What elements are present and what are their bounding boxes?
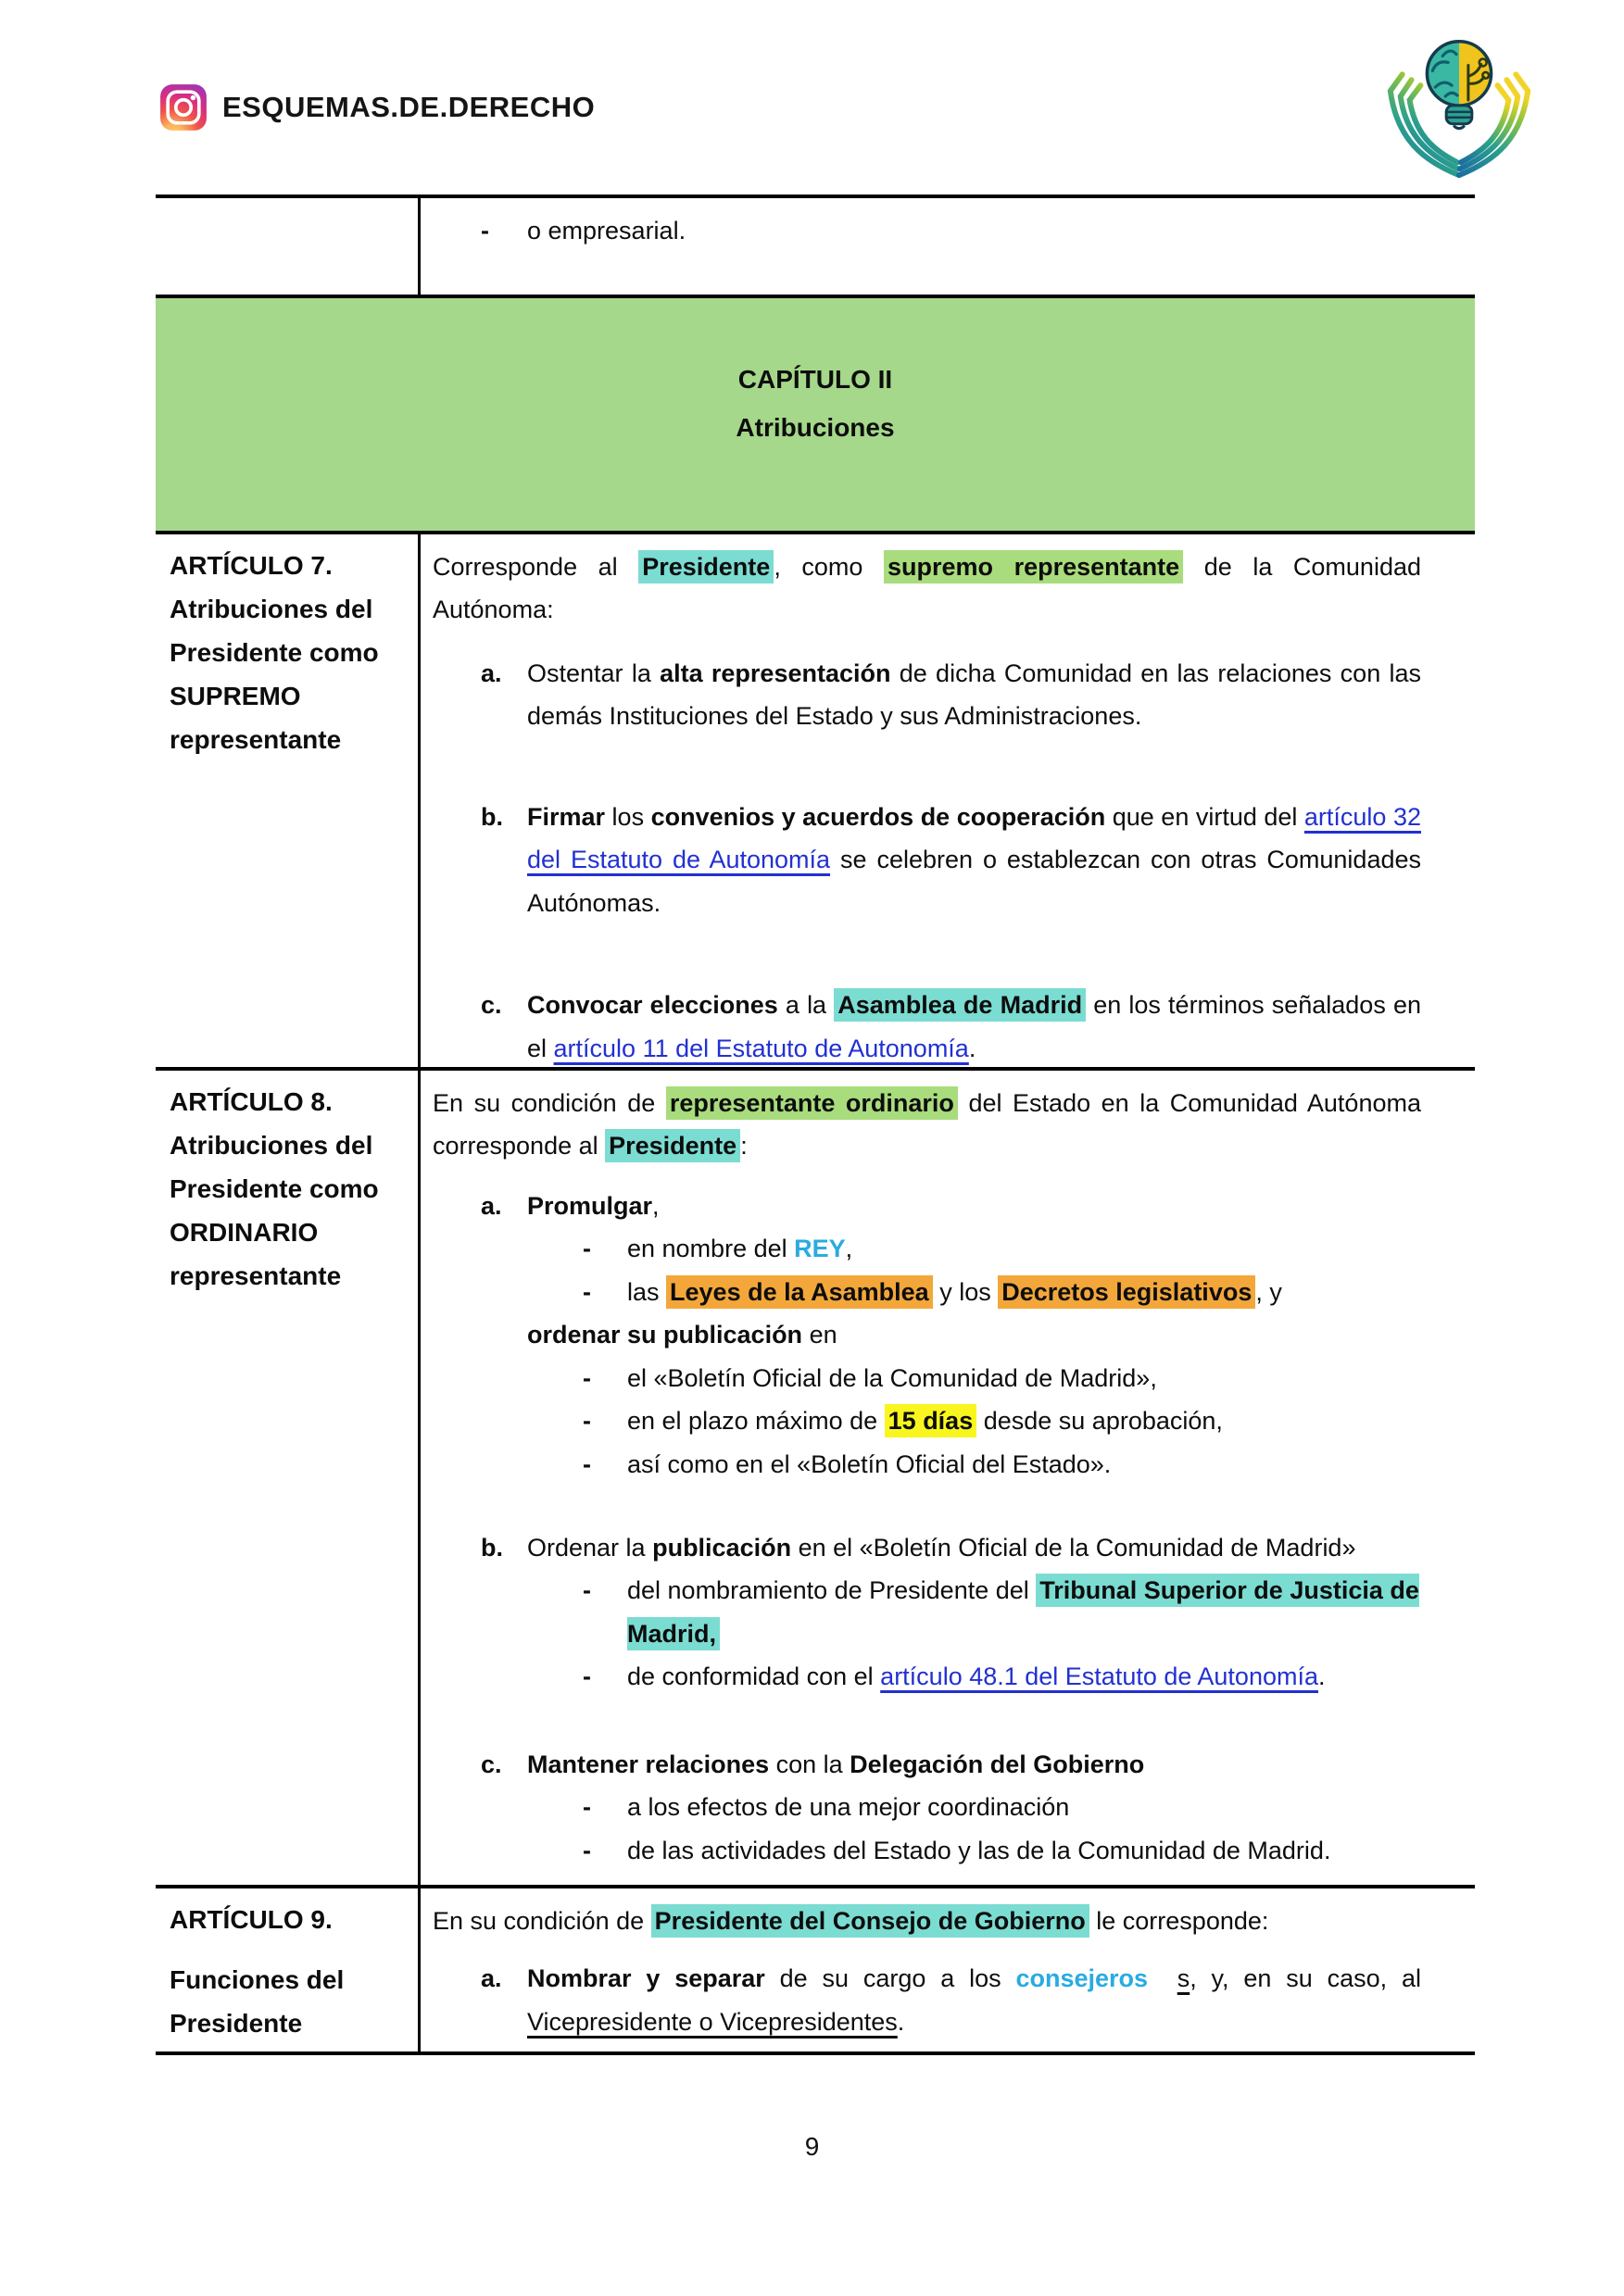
sub-item-text [627, 1786, 1421, 1828]
text-segment: , [652, 1191, 660, 1220]
list-item-b [433, 1526, 1421, 1569]
item-marker: b. [481, 802, 503, 831]
title-line: representante [170, 1261, 342, 1291]
text-segment: En su condición de [433, 1089, 666, 1117]
text-segment: En su condición de [433, 1907, 651, 1935]
page-number: 9 [804, 2132, 820, 2161]
brain-bulb-book-icon [1377, 24, 1542, 178]
carryover-text: o empresarial. [527, 217, 686, 245]
chapter-title: CAPÍTULO II [737, 365, 893, 394]
dash-bullet: - [481, 217, 489, 245]
text-segment: Nombrar y separar [527, 1964, 765, 1993]
text-segment: de las actividades del Estado y las de la Comunidad de Madrid. [627, 1836, 1331, 1864]
text-segment: de conformidad con el [627, 1662, 881, 1691]
text-segment: así como en el «Boletín Oficial del Estado». [627, 1449, 1112, 1478]
text-segment: Presidente [605, 1129, 740, 1162]
article-intro [433, 1900, 1421, 1942]
dash-bullet: - [583, 1449, 591, 1478]
text-segment: con la [769, 1750, 850, 1778]
sub-item [433, 1829, 1421, 1872]
dash-bullet: - [583, 1407, 591, 1436]
item-continuation [433, 1313, 1421, 1356]
sub-item [433, 1227, 1421, 1270]
text-segment: convenios y acuerdos de cooperación [650, 802, 1106, 831]
empty-cell [156, 198, 421, 295]
table-row-carryover [156, 198, 1475, 298]
dash-bullet: - [583, 1576, 591, 1605]
text-segment: ordenar su publicación [527, 1321, 803, 1349]
item-marker: a. [481, 1964, 502, 1993]
title-line: Atribuciones del [170, 1131, 373, 1161]
dash-bullet: - [583, 1277, 591, 1306]
text-segment: del nombramiento de Presidente del [627, 1576, 1037, 1605]
dash-bullet: - [583, 1662, 591, 1691]
text-segment: de la Comunidad Autónoma: [433, 553, 1421, 624]
sub-item-text [627, 1271, 1421, 1313]
text-segment: publicación [652, 1533, 792, 1562]
text-segment: Tribunal Superior de Justicia de Madrid, [627, 1574, 1419, 1650]
text-segment: s [1177, 1964, 1190, 1993]
sub-item-text [627, 1357, 1421, 1399]
text-segment: que en virtud del [1105, 802, 1304, 831]
text-segment: consejeros [1015, 1964, 1149, 1993]
text-segment: , y, en su caso, al [1190, 1964, 1421, 1993]
text-segment: le corresponde: [1089, 1907, 1269, 1935]
title-line: ARTÍCULO 9. [170, 1905, 333, 1934]
text-segment: Firmar [527, 802, 606, 831]
text-segment: Decretos legislativos [998, 1275, 1255, 1309]
text-segment: REY [794, 1235, 846, 1263]
text-segment: de su cargo a los [764, 1964, 1016, 1993]
text-segment: : [740, 1132, 748, 1161]
sub-item [433, 1271, 1421, 1313]
text-segment: . [897, 2007, 905, 2036]
brand-name: ESQUEMAS.DE.DERECHO [222, 91, 596, 123]
list-item-c [433, 1743, 1421, 1786]
sub-item-text [627, 1829, 1421, 1872]
text-segment: los [605, 802, 651, 831]
hyperlink[interactable]: artículo 32 del Estatuto de Autonomía [527, 802, 1421, 874]
hyperlink[interactable]: artículo 11 del Estatuto de Autonomía [553, 1034, 969, 1062]
dash-bullet: - [583, 1235, 591, 1263]
article-title [170, 1080, 407, 1298]
title-line: representante [170, 725, 342, 755]
list-item-a [433, 652, 1421, 738]
item-text [527, 652, 1421, 738]
title-line: Presidente como [170, 1174, 379, 1204]
text-segment: Mantener relaciones [527, 1750, 770, 1778]
article-title [170, 1898, 407, 1941]
sub-item-text [627, 1227, 1421, 1270]
text-segment: representante ordinario [666, 1086, 958, 1120]
item-text [527, 1743, 1421, 1786]
text-segment: en nombre del [627, 1235, 795, 1263]
item-text [527, 796, 1421, 924]
text-segment: Corresponde al [433, 553, 639, 581]
text-segment: Delegación del Gobierno [850, 1750, 1145, 1778]
text-segment: las [627, 1277, 667, 1306]
sub-item-text [627, 1443, 1421, 1486]
title-line: Atribuciones del [170, 595, 373, 624]
text-segment: , como [774, 553, 884, 581]
text-segment: . [1318, 1662, 1326, 1691]
sub-item [433, 1786, 1421, 1828]
title-line: ARTÍCULO 8. [170, 1087, 333, 1116]
sub-item [433, 1655, 1421, 1698]
text-segment: de dicha Comunidad en las relaciones con las demás Instituciones del Estado y sus Administraciones. [527, 659, 1421, 731]
text-segment: , y [1255, 1277, 1282, 1306]
text-segment: Leyes de la Asamblea [666, 1275, 933, 1309]
text-segment: en [802, 1321, 837, 1349]
title-line: ARTÍCULO 7. [170, 551, 333, 580]
text-segment: se celebren o establezcan con otras Comunidades Autónomas. [527, 846, 1421, 917]
text-segment: supremo representante [884, 550, 1183, 583]
table-row-articulo-9 [156, 1888, 1475, 2055]
item-text [527, 984, 1421, 1067]
chapter-subtitle: Atribuciones [736, 413, 895, 442]
item-marker: a. [481, 659, 502, 687]
item-text [527, 1185, 1421, 1227]
item-marker: b. [481, 1533, 503, 1562]
item-text [527, 1957, 1421, 2043]
title-line: Funciones del [170, 1965, 345, 1995]
chapter-banner [156, 298, 1475, 534]
sub-item-text [627, 1569, 1421, 1655]
brand-header [159, 83, 595, 132]
text-segment: . [968, 1034, 976, 1062]
text-segment [1148, 1964, 1177, 1992]
text-segment: Presidente [638, 550, 774, 583]
title-line: Presidente como [170, 638, 379, 668]
text-segment: del Estado en la Comunidad Autónoma corresponde al [433, 1089, 1421, 1161]
item-marker: c. [481, 991, 502, 1020]
text-segment: en el «Boletín Oficial de la Comunidad de Madrid» [791, 1533, 1356, 1562]
title-line: ORDINARIO [170, 1218, 319, 1248]
text-segment: Ordenar la [527, 1533, 653, 1562]
text-segment: y los [932, 1277, 999, 1306]
sub-item [433, 1569, 1421, 1655]
text-segment: el «Boletín Oficial de la Comunidad de Madrid», [627, 1363, 1157, 1392]
text-segment: a los efectos de una mejor coordinación [627, 1793, 1070, 1822]
text-segment: Asamblea de Madrid [834, 988, 1086, 1022]
table-row-articulo-7 [156, 534, 1475, 1071]
sub-item [433, 1399, 1421, 1442]
list-item-a [433, 1185, 1421, 1227]
list-item [433, 209, 1421, 252]
text-segment: , [845, 1235, 853, 1263]
title-line: Presidente [170, 2009, 303, 2039]
sub-item-text [627, 1655, 1421, 1698]
text-segment: Vicepresidente o Vicepresidentes [527, 2007, 898, 2036]
hyperlink[interactable]: artículo 48.1 del Estatuto de Autonomía [880, 1662, 1318, 1691]
text-segment: Presidente del Consejo de Gobierno [651, 1904, 1089, 1938]
list-item-b [433, 796, 1421, 924]
text-segment: a la [777, 991, 835, 1020]
text-segment: Promulgar [527, 1191, 653, 1220]
dash-bullet: - [583, 1836, 591, 1864]
item-text [527, 1526, 1421, 1569]
title-line: SUPREMO [170, 682, 301, 711]
instagram-icon [159, 83, 208, 132]
article-intro [433, 1082, 1421, 1168]
schema-table [156, 194, 1475, 2055]
dash-bullet: - [583, 1363, 591, 1392]
item-marker: a. [481, 1191, 502, 1220]
text-segment: 15 días [885, 1404, 977, 1437]
list-item-c [433, 984, 1421, 1067]
text-segment: desde su aprobación, [976, 1407, 1223, 1436]
text-segment: Convocar elecciones [527, 991, 778, 1020]
sub-item [433, 1443, 1421, 1486]
article-subtitle [170, 1958, 407, 2045]
sub-item-text [627, 1399, 1421, 1442]
text-segment: alta representación [660, 659, 891, 687]
item-marker: c. [481, 1750, 502, 1778]
dash-bullet: - [583, 1793, 591, 1822]
text-segment: en el plazo máximo de [627, 1407, 885, 1436]
article-title [170, 544, 407, 761]
text-segment: en los términos señalados en el [527, 991, 1421, 1062]
sub-item [433, 1357, 1421, 1399]
table-row-articulo-8 [156, 1071, 1475, 1888]
list-item-a [433, 1957, 1421, 2043]
article-intro [433, 546, 1421, 632]
text-segment: Ostentar la [527, 659, 661, 687]
